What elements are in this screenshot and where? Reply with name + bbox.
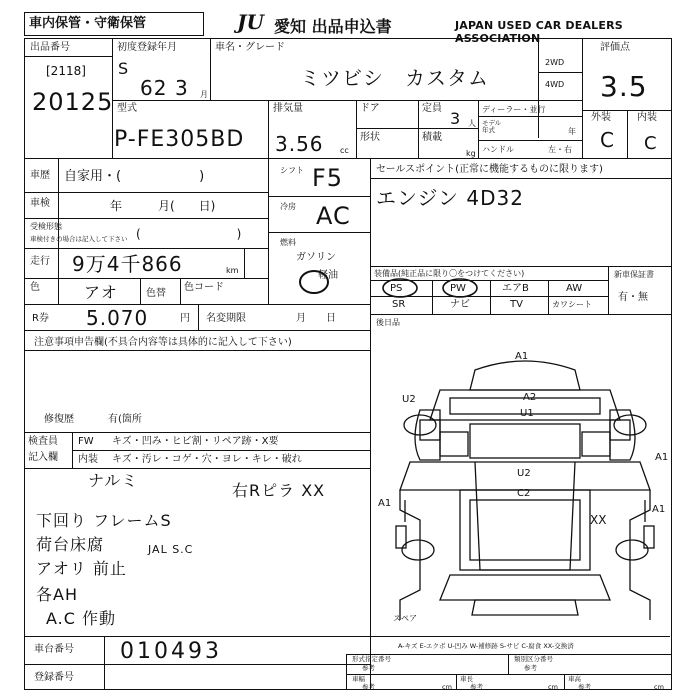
length-unit: cm xyxy=(548,683,558,691)
inspection-value: 年 月( 日) xyxy=(110,199,216,213)
displacement-unit: cc xyxy=(340,146,349,155)
color-label: 色 xyxy=(30,282,40,293)
inspection-label: 車検 xyxy=(30,198,50,209)
ju-logo: JU xyxy=(237,10,264,34)
note-5: アオリ 前止 xyxy=(36,559,127,578)
storage-type-box xyxy=(24,12,204,36)
first-reg-label: 初度登録年月 xyxy=(117,42,177,53)
model-code-value: P-FE305BD xyxy=(114,127,245,152)
displacement-value: 3.56 xyxy=(275,132,324,156)
registration-label: 登録番号 xyxy=(34,672,74,683)
receipt-label: 受検形態 xyxy=(30,222,62,231)
mark-a1-rear: A1 xyxy=(652,504,666,515)
fuel-circle-mark xyxy=(296,266,336,298)
color-code-label: 色コード xyxy=(184,282,224,293)
mark-u2-left: U2 xyxy=(402,394,416,405)
note-1: ナルミ xyxy=(88,471,139,490)
equip-pw-circle-mark xyxy=(440,277,480,299)
notes-label: 注意事項申告欄(不具合内容等は具体的に記入して下さい) xyxy=(34,337,292,348)
mark-c2: C2 xyxy=(517,488,531,499)
lot-subcode: [2118] xyxy=(46,64,86,78)
name-change-label: 名変期限 xyxy=(206,313,246,324)
name-change-value: 月 日 xyxy=(296,313,336,324)
type-designation-sub: 参考 xyxy=(362,664,375,672)
rating-value: 3.5 xyxy=(600,70,648,103)
fuel-diesel: 軽油 xyxy=(318,270,338,281)
year-unit: 年 xyxy=(568,127,576,136)
sales-point-label: セールスポイント(正常に機能するものに限ります) xyxy=(376,164,603,175)
capacity-label: 定員 xyxy=(422,103,442,114)
equip-navi: ナビ xyxy=(450,299,470,310)
first-reg-month: 3 xyxy=(175,76,189,100)
mark-a1-right: A1 xyxy=(655,452,669,463)
equip-aw: AW xyxy=(566,283,583,294)
equip-tv: TV xyxy=(510,299,523,310)
capacity-value: 3 xyxy=(450,109,462,128)
int-value: C xyxy=(644,133,658,154)
fw-label: FW xyxy=(78,436,94,447)
capacity-unit: 人 xyxy=(468,119,476,128)
chassis-label: 車台番号 xyxy=(34,644,74,655)
form-title-en: JAPAN USED CAR DEALERS ASSOCIATION xyxy=(455,19,623,45)
length-sub: 参考 xyxy=(470,683,483,691)
mark-xx: XX xyxy=(590,513,607,527)
first-reg-year: 62 xyxy=(140,76,168,100)
ext-value: C xyxy=(600,128,615,152)
inspector-label1: 検査員 xyxy=(28,436,58,447)
int-items: キズ・汚レ・コゲ・穴・ヨレ・キレ・破れ xyxy=(112,454,302,465)
model-name-label: 車名・グレード xyxy=(215,42,285,53)
drive-2wd: 2WD xyxy=(545,58,565,67)
mark-a1-top: A1 xyxy=(515,351,529,362)
drive-4wd: 4WD xyxy=(545,80,565,89)
chassis-value: 010493 xyxy=(120,639,222,664)
height-label: 車高 xyxy=(568,675,581,683)
warranty-label: 新車保証書 xyxy=(614,270,654,279)
paint-label: 色替 xyxy=(146,288,166,299)
mileage-unit: km xyxy=(226,266,239,275)
mileage-label: 走行 xyxy=(30,256,50,267)
width-unit: cm xyxy=(442,683,452,691)
equip-leather: カワシート xyxy=(552,300,592,309)
recycle-label: R券 xyxy=(32,313,49,324)
handle-label: ハンドル xyxy=(482,145,514,154)
fw-items: キズ・凹み・ヒビ割・リペア跡・X要 xyxy=(112,436,279,447)
equip-airbag: エアB xyxy=(502,283,529,294)
afterwards-label: 後日品 xyxy=(376,318,400,327)
color-value: アオ xyxy=(84,283,118,302)
note-4: 荷台床腐 xyxy=(36,535,105,554)
handle-value: 左・右 xyxy=(548,145,572,154)
length-label: 車長 xyxy=(460,675,473,683)
note-2: 右Rピラ XX xyxy=(232,481,326,500)
first-reg-era: S xyxy=(118,59,130,78)
category-label: 類別区分番号 xyxy=(514,655,553,663)
int-label: 内装 xyxy=(637,112,657,123)
shift-value: F5 xyxy=(312,164,344,192)
form-title: 愛知 出品申込書 xyxy=(274,17,392,36)
repair-label: 修復歴 xyxy=(44,414,74,425)
ac-label: 冷房 xyxy=(280,202,296,211)
damage-legend: A-キズ E-エクボ U-凹み W-補修跡 S-サビ C-腐食 XX-交換済 xyxy=(398,642,574,650)
dealer-label: ディーラー・並行 xyxy=(482,105,546,114)
month-unit: 月 xyxy=(200,90,208,99)
height-unit: cm xyxy=(654,683,664,691)
mark-u2-center: U2 xyxy=(517,468,531,479)
int-items-label: 内装 xyxy=(78,454,98,465)
rating-label: 評価点 xyxy=(600,42,630,53)
height-sub: 参考 xyxy=(578,683,591,691)
load-unit: kg xyxy=(466,149,476,158)
inspector-label2: 記入欄 xyxy=(28,452,58,463)
displacement-label: 排気量 xyxy=(273,103,303,114)
note-8: A.C 作動 xyxy=(46,609,117,628)
model-code-label: 型式 xyxy=(117,103,137,114)
note-6: JAL S.C xyxy=(148,543,194,556)
category-sub: 参考 xyxy=(524,664,537,672)
receipt-sub: 車検付きの場合は記入して下さい xyxy=(30,235,128,243)
equip-ps-circle-mark xyxy=(380,277,420,299)
history-value: 自家用・( ) xyxy=(64,169,205,184)
equip-ps: PS xyxy=(390,283,403,294)
note-3: 下回り フレームS xyxy=(36,511,172,530)
storage-type-label: 車内保管・守衛保管 xyxy=(29,16,147,31)
warranty-value: 有・無 xyxy=(618,292,648,303)
history-label: 車歴 xyxy=(30,170,50,181)
load-label: 積載 xyxy=(422,132,442,143)
spare-label: スペア xyxy=(393,614,417,623)
lot-label: 出品番号 xyxy=(30,42,70,53)
mileage-value: 9万4千866 xyxy=(72,252,183,276)
width-sub: 参考 xyxy=(362,683,375,691)
width-label: 車幅 xyxy=(352,675,365,683)
equip-pw: PW xyxy=(450,283,466,294)
model-year-label: モデル 年式 xyxy=(482,119,502,134)
note-7: 各AH xyxy=(36,585,78,604)
repair-value: 有(箇所 xyxy=(108,414,142,425)
shape-label: 形状 xyxy=(360,132,380,143)
sales-point-value: エンジン 4D32 xyxy=(376,186,524,210)
mark-a2: A2 xyxy=(523,392,537,403)
fuel-label: 燃料 xyxy=(280,238,296,247)
mark-u1: U1 xyxy=(520,408,534,419)
receipt-value: ( ) xyxy=(136,227,242,241)
model-name-value: ミツビシ カスタム xyxy=(300,66,489,90)
recycle-unit: 円 xyxy=(180,313,190,324)
equipment-label: 装備品(純正品に限り〇をつけてください) xyxy=(374,269,525,278)
recycle-value: 5.070 xyxy=(86,306,149,330)
type-designation-label: 形式指定番号 xyxy=(352,655,391,663)
ac-value: AC xyxy=(316,202,351,230)
ext-label: 外装 xyxy=(591,112,611,123)
fuel-gasoline: ガソリン xyxy=(296,252,336,263)
shift-label: シフト xyxy=(280,166,304,175)
equip-sr: SR xyxy=(392,299,406,310)
door-label: ドア xyxy=(360,103,380,114)
mark-a1-left: A1 xyxy=(378,498,392,509)
lot-number: 20125 xyxy=(32,88,114,116)
